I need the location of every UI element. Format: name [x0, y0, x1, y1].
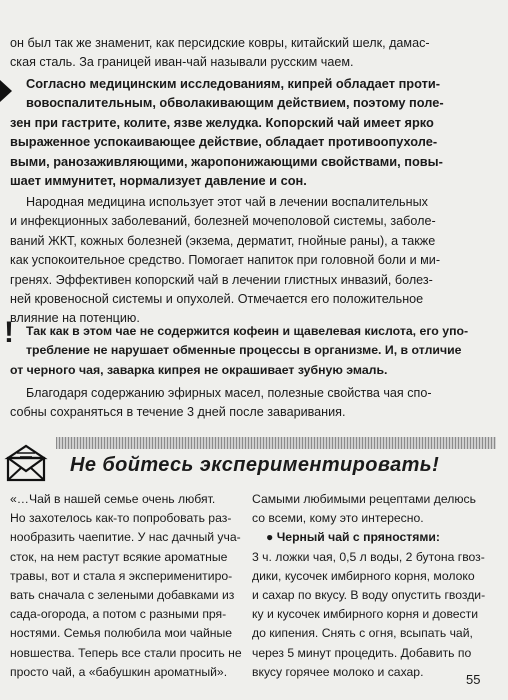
- letter-left-column: [10, 490, 242, 682]
- text-line: Народная медицина использует этот чай в лечении воспалительных: [26, 195, 428, 209]
- text-line: сада-огорода, а потом с разными пря-: [10, 607, 227, 622]
- section-divider-band: [56, 437, 496, 449]
- text-line: от черного чая, заварка кипрея не окрашивает зубную эмаль.: [10, 362, 388, 377]
- text-line: ку и кусочек имбирного корня и довести: [252, 607, 479, 622]
- envelope-icon: [4, 440, 48, 484]
- text-line: Так как в этом чае не содержится кофеин и щавелевая кислота, его упо-: [26, 324, 469, 338]
- text-line: новшества. Теперь все стали просить не: [10, 645, 242, 660]
- text-line: требление не нарушает обменные процессы в организме. И, в отличие: [26, 343, 462, 358]
- text-line: влияние на потенцию.: [10, 311, 140, 326]
- text-line: вкусу горячее молоко и сахар.: [252, 664, 424, 679]
- text-line: травы, вот и стала я эксперименитиро-: [10, 568, 233, 583]
- section-heading: Не бойтесь экспериментировать!: [70, 454, 440, 476]
- text-line: собны сохраняться в течение 3 дней после заваривания.: [10, 405, 346, 420]
- text-line: ней кровеносной системы и опухолей. Отмечается его положительное: [10, 292, 424, 307]
- text-line: 3 ч. ложки чая, 0,5 л воды, 2 бутона гвоз-: [252, 549, 485, 564]
- text-line: и инфекционных заболеваний, болезней мочеполовой системы, заболе-: [10, 214, 436, 229]
- text-line: через 5 минут процедить. Добавить по: [252, 645, 472, 660]
- recipe-title: ● Черный чай с пряностями:: [266, 530, 440, 545]
- text-line: вать сначала с зелеными добавками из: [10, 588, 235, 603]
- text-line: гренях. Эффективен копорский чай в лечении глистных инвазий, болез-: [10, 272, 433, 287]
- text-line: ваний ЖКТ, кожных болезней (экзема, дерматит, гнойные раны), а также: [10, 233, 436, 248]
- text-line: ская сталь. За границей иван-чай называли русским чаем.: [10, 55, 354, 70]
- exclamation-marker-icon: !: [4, 316, 14, 349]
- text-line: Но захотелось как-то попробовать раз-: [10, 511, 232, 526]
- folk-medicine-paragraph: [10, 193, 490, 329]
- text-line: шает иммунитет, нормализует давление и сон.: [10, 173, 307, 189]
- text-line: Благодаря содержанию эфирных масел, полезные свойства чая спо-: [26, 386, 432, 400]
- intro-paragraph: [10, 34, 490, 73]
- text-line: просто чай, а «бабушкин ароматный».: [10, 664, 228, 679]
- letter-right-column: [252, 490, 498, 682]
- text-line: до кипения. Снять с огня, всыпать чай,: [252, 626, 473, 641]
- text-line: и сахар по вкусу. В воду опустить гвозди-: [252, 588, 486, 603]
- text-line: зен при гастрите, колите, язве желудка. Копорский чай имеет ярко: [10, 114, 434, 130]
- text-line: выми, ранозаживляющими, жаропонижающими свойствами, повы-: [10, 153, 443, 169]
- essential-oils-paragraph: [10, 384, 490, 423]
- text-line: выраженное успокаивающее действие, обладает противоопухоле-: [10, 134, 438, 150]
- text-line: ностями. Семья полюбила мои чайные: [10, 626, 233, 641]
- text-line: «…Чай в нашей семье очень любят.: [10, 492, 216, 506]
- text-line: дики, кусочек имбирного корня, молоко: [252, 568, 475, 583]
- text-line: вовоспалительным, обволакивающим действием, поэтому поле-: [26, 95, 444, 111]
- text-line: сток, на нем растут всякие ароматные: [10, 549, 228, 564]
- page-number: 55: [466, 672, 481, 687]
- text-line: Самыми любимыми рецептами делюсь: [252, 492, 476, 506]
- text-line: как успокоительное средство. Помогает напиток при головной боли и ми-: [10, 253, 441, 268]
- text-line: Согласно медицинским исследованиям, кипрей обладает проти-: [26, 76, 441, 91]
- caffeine-note-paragraph: [10, 322, 490, 380]
- text-line: нообразить чаепитие. У нас дачный уча-: [10, 530, 241, 545]
- text-line: со всеми, кому это интересно.: [252, 511, 424, 526]
- medical-research-paragraph: [10, 74, 490, 190]
- text-line: он был так же знаменит, как персидские ковры, китайский шелк, дамас-: [10, 36, 430, 50]
